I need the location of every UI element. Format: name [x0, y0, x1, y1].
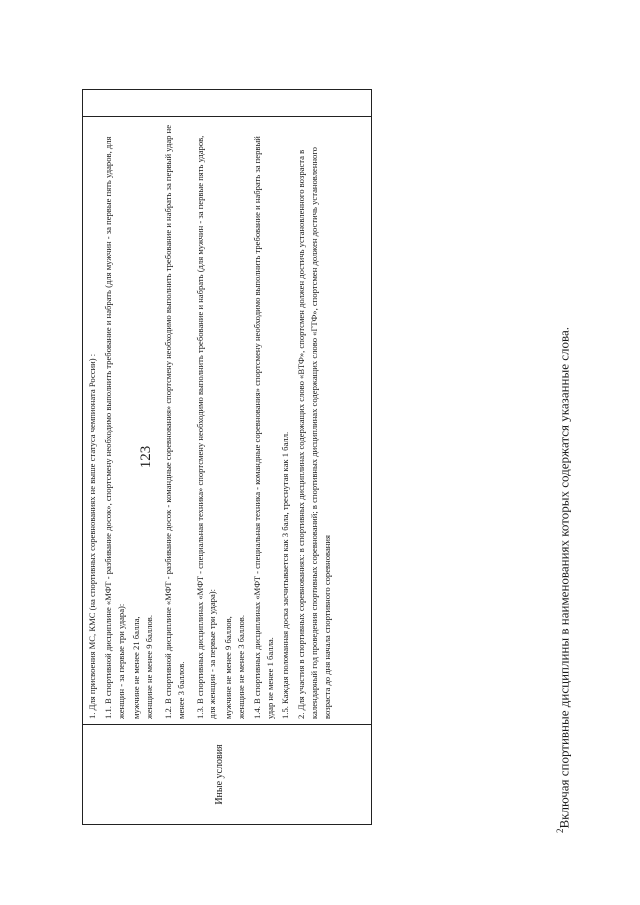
footnote — [555, 33, 572, 833]
condition-item: женщине не менее 9 баллов. — [144, 615, 155, 719]
conditions-table — [82, 89, 372, 825]
conditions-cell — [83, 116, 371, 724]
condition-item: мужчине не менее 21 балла, — [131, 616, 142, 719]
condition-item: женщине не менее 3 баллов. — [235, 615, 246, 719]
condition-item: мужчине не менее 9 баллов, — [223, 616, 234, 719]
condition-item: 2. Для участия в спортивных соревнованиях: в спортивных дисциплинах содержащих слово «ВТФ», спортсмен должен достичь установленного возраста в календарный год проведения спортивных соревнований; в спортивных дисциплинах содержащих слово «ГТФ», спортсмен должен достичь установленного возраста до дня начала спортивного соревнования — [296, 147, 332, 719]
condition-item: 1.1. В спортивной дисциплине «МФТ - разбивание досок», спортсмену необходимо выполнить требование и набрать (для мужчин - за первые пять ударов, для женщин - за первые три удара): — [102, 136, 126, 719]
condition-item: 1.5. Каждая поломанная доска засчитывается как 3 бала, треснутая как 1 балл. — [280, 431, 291, 719]
footnote-text: Включая спортивные дисциплины в наименованиях которых содержатся указанные слова. — [556, 327, 572, 829]
condition-item: 1.3. В спортивных дисциплинах «МФТ - специальная техника» спортсмену необходимо выполнить требование и набрать (для мужчин - за первые пять ударов, для женщин - за первые три удара): — [194, 135, 218, 719]
page-number: 123 — [138, 445, 154, 469]
condition-item: 1.4. В спортивных дисциплинах «МФТ - специальная техника - командные соревнования» спортсмену необходимо выполнить требование и набрать за первый удар не менее 1 балла. — [251, 136, 275, 719]
row-label: Иные условия — [214, 744, 225, 805]
footnote-marker: 2 — [555, 828, 565, 833]
row-label-cell — [83, 724, 371, 824]
condition-item: 1.2. В спортивной дисциплине «МФТ - разбивание досок - командные соревнования» спортсмену необходимо выполнить требование и набрать за первый удар не менее 3 баллов. — [162, 124, 186, 719]
condition-item: 1. Для присвоения МС, КМС (на спортивных соревнованиях не выше статуса чемпионата России) : — [87, 353, 97, 719]
